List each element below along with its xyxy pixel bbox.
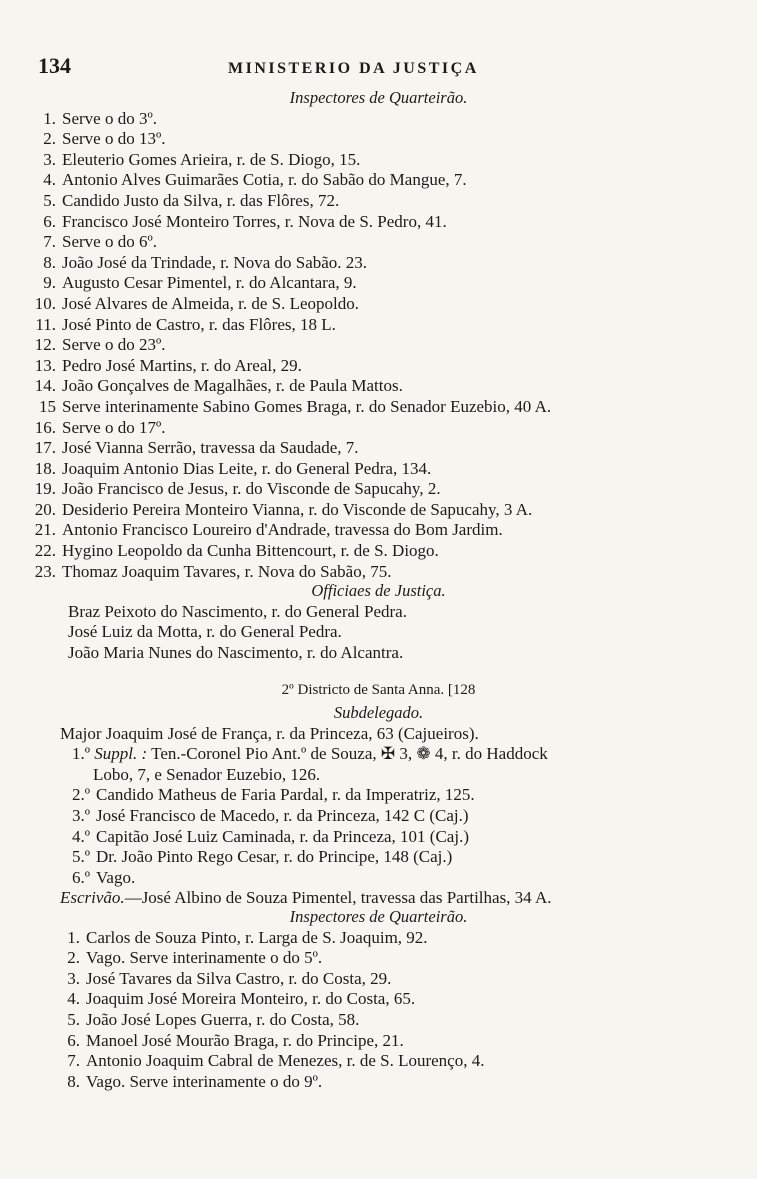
list-item: Braz Peixoto do Nascimento, r. do General Pedra. [68,601,407,621]
list-item [52,1051,757,1072]
item-text: João José da Trindade, r. Nova do Sabão. 23. [62,252,368,272]
list-item [52,1010,757,1031]
item-number: 3. [43,149,56,169]
escrivao-text: —José Albino de Souza Pimentel, travessa das Partilhas, 34 A. [124,888,552,908]
list-item [52,928,757,949]
list-item [28,109,757,130]
list-item [52,1072,757,1093]
item-text: Dr. João Pinto Rego Cesar, r. do Principe, 148 (Caj.) [96,847,453,867]
list-item [28,500,757,521]
suppl-text-a: Ten.-Coronel Pio Ant.º de Souza, [151,744,377,764]
list-item [28,418,757,439]
list-item: João Maria Nunes do Nascimento, r. do Alcantra. [68,642,404,662]
officiaes-list [0,602,757,664]
item-number: 17. [34,438,56,458]
item-text: Antonio Joaquim Cabral de Menezes, r. de S. Lourenço, 4. [86,1051,485,1071]
page-header [38,53,718,80]
item-text: José Alvares de Almeida, r. de S. Leopoldo. [62,293,359,313]
section-inspectores-1 [0,88,757,582]
list-item [28,541,757,562]
list-item [28,315,757,336]
item-text: Vago. Serve interinamente o do 5º. [86,948,323,968]
item-number: 1. [67,927,80,947]
list-item [52,948,757,969]
rose-icon: ❁ [416,744,431,764]
item-text: Capitão José Luiz Caminada, r. da Princeza, 101 (Caj.) [96,826,469,846]
suppl-number: 1.º [72,744,91,764]
item-number: 4. [43,170,56,190]
item-number: 4.º [72,826,91,846]
item-text: Francisco José Monteiro Torres, r. Nova de S. Pedro, 41. [62,211,447,231]
section-heading: Inspectores de Quarteirão. [289,88,468,107]
item-number: 22. [34,541,56,561]
list-item [28,150,757,171]
section-heading: Inspectores de Quarteirão. [289,907,468,926]
list-item [28,232,757,253]
item-text: João Francisco de Jesus, r. do Visconde de Sapucahy, 2. [62,479,441,499]
item-number: 3.º [72,805,91,825]
item-number: 6. [67,1030,80,1050]
district-name: 2º Districto de Santa Anna. [281,682,445,698]
item-text: Pedro José Martins, r. do Areal, 29. [62,355,302,375]
item-number: 6. [43,211,56,231]
item-text: João José Lopes Guerra, r. do Costa, 58. [86,1009,360,1029]
list-item [28,356,757,377]
section-officiaes [0,581,757,663]
item-text: Serve o do 23º. [62,335,166,355]
suppl-item [72,847,757,868]
list-item: José Luiz da Motta, r. do General Pedra. [68,622,342,642]
district-title [0,680,757,701]
item-number: 19. [34,479,56,499]
suppl-continuation: Lobo, 7, e Senador Euzebio, 126. [93,764,321,784]
item-number: 23. [34,561,56,581]
item-number: 20. [34,499,56,519]
item-text: Candido Justo da Silva, r. das Flôres, 72. [62,190,340,210]
suppl-list [0,785,757,888]
suppl-item [72,827,757,848]
district-ref: [128 [447,682,476,698]
list-item [28,335,757,356]
item-number: 5. [43,190,56,210]
list-item [28,191,757,212]
item-number: 18. [34,458,56,478]
list-item [28,562,757,583]
item-text: Joaquim Antonio Dias Leite, r. do General Pedra, 134. [62,458,432,478]
list-item [28,520,757,541]
suppl-item [72,868,757,889]
item-number: 2.º [72,785,91,805]
inspectores-list-2 [0,928,757,1093]
subdelegado-main: Major Joaquim José de França, r. da Princeza, 63 (Cajueiros). [60,723,479,743]
item-number: 9. [43,273,56,293]
item-number: 13. [34,355,56,375]
item-text: Serve o do 17º. [62,417,166,437]
page-number: 134 [38,53,71,78]
list-item [28,479,757,500]
item-number: 21. [34,520,56,540]
item-number: 3. [67,968,80,988]
list-item [28,438,757,459]
suppl-text-c: 4, r. do Haddock [434,744,548,764]
item-text: Antonio Francisco Loureiro d'Andrade, travessa do Bom Jardim. [62,520,503,540]
item-text: Desiderio Pereira Monteiro Vianna, r. do Visconde de Sapucahy, 3 A. [62,499,533,519]
item-text: Manoel José Mourão Braga, r. do Principe, 21. [86,1030,404,1050]
item-number: 8. [67,1071,80,1091]
item-text: José Tavares da Silva Castro, r. do Costa, 29. [86,968,392,988]
section-heading: Subdelegado. [333,703,424,722]
item-text: Eleuterio Gomes Arieira, r. de S. Diogo, 15. [62,149,361,169]
item-number: 15 [39,396,56,416]
item-number: 14. [34,376,56,396]
item-text: Vago. [96,867,136,887]
item-number: 6.º [72,867,91,887]
suppl-text-b: 3, [399,744,413,764]
item-text: Serve interinamente Sabino Gomes Braga, r. do Senador Euzebio, 40 A. [62,396,552,416]
item-number: 7. [43,232,56,252]
suppl-entry [0,744,757,765]
cross-icon: ✠ [380,744,396,764]
item-number: 5. [67,1009,80,1029]
item-text: José Vianna Serrão, travessa da Saudade, 7. [62,438,359,458]
item-number: 7. [67,1051,80,1071]
item-text: Joaquim José Moreira Monteiro, r. do Costa, 65. [86,989,416,1009]
list-item [28,129,757,150]
suppl-item [72,785,757,806]
item-text: Vago. Serve interinamente o do 9º. [86,1071,323,1091]
item-number: 4. [67,989,80,1009]
item-number: 11. [35,314,56,334]
item-text: Thomaz Joaquim Tavares, r. Nova do Sabão, 75. [62,561,392,581]
suppl-item [72,806,757,827]
item-text: Hygino Leopoldo da Cunha Bittencourt, r. de S. Diogo. [62,541,439,561]
item-text: José Pinto de Castro, r. das Flôres, 18 L. [62,314,336,334]
item-number: 5.º [72,847,91,867]
section-heading: Officiaes de Justiça. [311,581,446,600]
section-subdelegado [0,703,757,909]
item-text: Candido Matheus de Faria Pardal, r. da Imperatriz, 125. [96,785,475,805]
item-number: 16. [34,417,56,437]
escrivao-label: Escrivão. [60,888,125,908]
item-text: Serve o do 3º. [62,108,157,128]
list-item [52,989,757,1010]
item-number: 12. [34,335,56,355]
list-item [52,969,757,990]
item-number: 1. [43,108,56,128]
item-text: José Francisco de Macedo, r. da Princeza, 142 C (Caj.) [96,805,469,825]
list-item [52,1031,757,1052]
item-text: João Gonçalves de Magalhães, r. de Paula Mattos. [62,376,403,396]
item-number: 8. [43,252,56,272]
section-inspectores-2 [0,907,757,1092]
item-text: Serve o do 13º. [62,129,166,149]
list-item [28,294,757,315]
running-title: MINISTERIO DA JUSTIÇA [228,60,479,77]
item-text: Serve o do 6º. [62,232,157,252]
suppl-label: Suppl. : [94,744,148,764]
list-item [28,376,757,397]
list-item [28,273,757,294]
list-item [28,253,757,274]
list-item [28,397,757,418]
list-item [28,170,757,191]
escrivao-entry [0,888,757,909]
item-number: 10. [34,293,56,313]
item-number: 2. [67,948,80,968]
item-text: Carlos de Souza Pinto, r. Larga de S. Joaquim, 92. [86,927,428,947]
list-item [28,212,757,233]
list-item [28,459,757,480]
item-text: Antonio Alves Guimarães Cotia, r. do Sabão do Mangue, 7. [62,170,467,190]
inspectores-list [0,109,757,583]
item-text: Augusto Cesar Pimentel, r. do Alcantara, 9. [62,273,357,293]
item-number: 2. [43,129,56,149]
